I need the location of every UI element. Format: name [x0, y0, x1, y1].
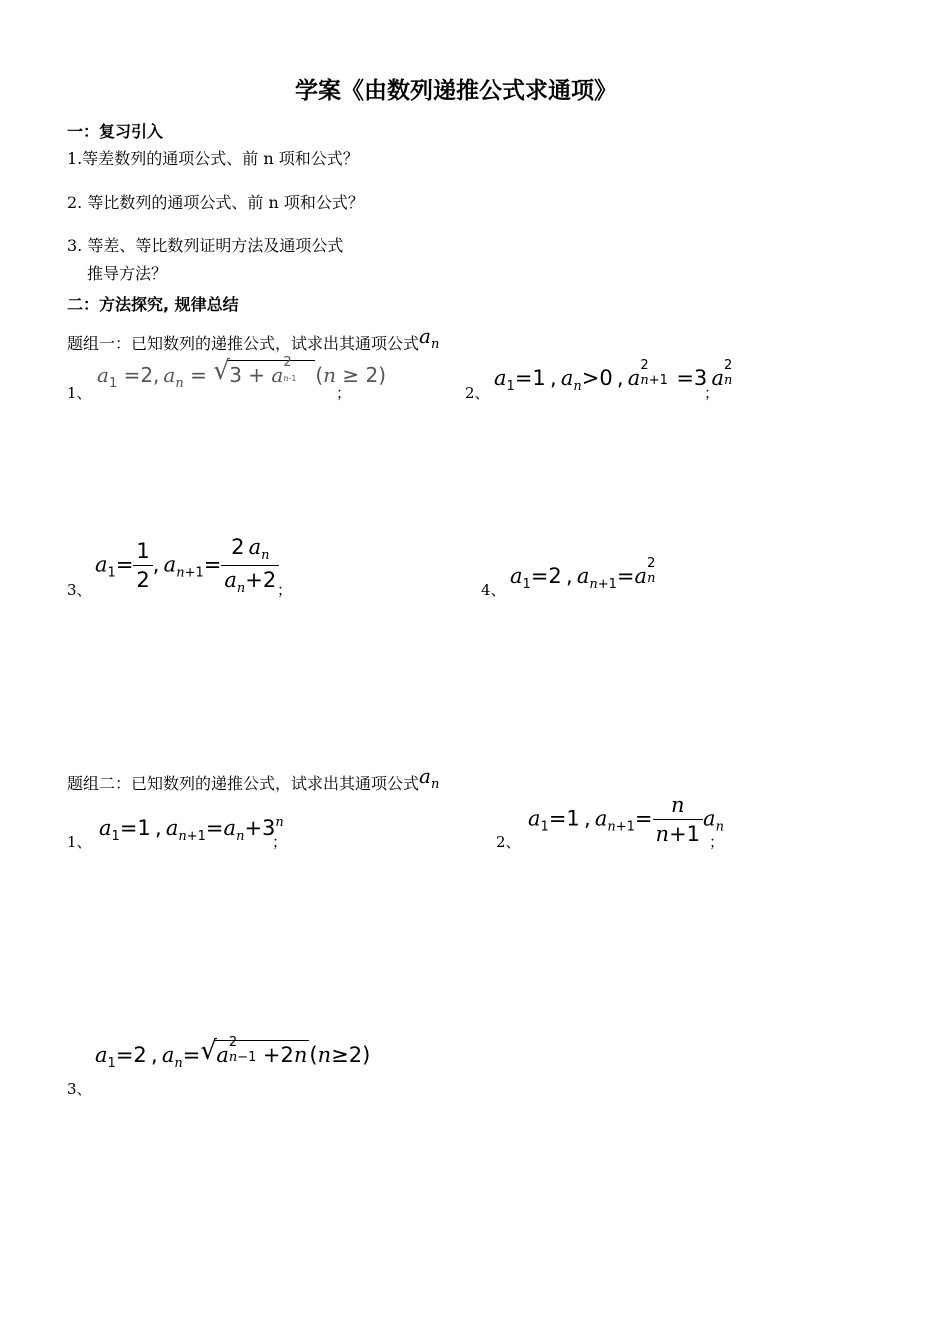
group-1-intro	[67, 324, 440, 358]
group-1-intro-text: 题组一：已知数列的递推公式，试求出其通项公式	[67, 334, 420, 353]
group-1-problem-1-number: 1、	[67, 384, 92, 402]
review-question-1: 1.等差数列的通项公式、前 n 项和公式？	[67, 149, 359, 168]
group-1-problem-1-tail: ；	[336, 384, 352, 402]
group-1-problem-3-formula: $a_1=$ $\frac{1}{2}$ , $a_{n+1}=$ $\frac{2 a_n}{a_n+2}$	[95, 535, 279, 596]
group-2-problem-1-tail: ；	[272, 833, 288, 851]
group-2-problem-1-number: 1、	[67, 833, 92, 851]
group-2-problem-3-formula: $a_1=2$ , $a_n=$ √ a 2 n−1 +2n(n≥2)	[95, 1035, 371, 1071]
review-question-2: 2. 等比数列的通项公式、前 n 项和公式？	[67, 193, 364, 212]
group-1-problem-4-formula: $a_1=2$ , $a_{n+1}=a$ 2 n	[510, 556, 656, 592]
group-1-problem-2-number: 2、	[465, 384, 490, 402]
section-1-heading: 一：复习引入	[67, 122, 164, 141]
review-question-3-line-1: 3. 等差、等比数列证明方法及通项公式	[67, 236, 344, 255]
group-2-problem-2-number: 2、	[496, 833, 521, 851]
group-1-an-symbol: $a_n$	[419, 324, 440, 352]
group-2-an-symbol: $a_n$	[419, 764, 440, 792]
group-1-problem-2-formula: $a_1=1$ , $a_n>0$ , a 2 n+1 =3 a 2 n	[494, 358, 733, 394]
section-2-heading: 二：方法探究, 规律总结	[67, 295, 239, 314]
group-2-problem-1-formula: $a_1=1$ , $a_{n+1}=a_n+3^n$	[99, 815, 284, 844]
group-1-problem-3-tail: ；	[277, 581, 293, 599]
page-title: 学案《由数列递推公式求通项》	[295, 78, 617, 104]
group-2-intro	[67, 764, 440, 798]
group-2-intro-text: 题组二：已知数列的递推公式，试求出其通项公式	[67, 774, 420, 793]
group-2-problem-2-tail: ；	[709, 833, 725, 851]
group-2-problem-2-formula: $a_1=1$ , $a_{n+1}=$ $\frac{n}{n+1}$ $a_n$	[528, 793, 724, 846]
group-1-problem-3-number: 3、	[67, 581, 92, 599]
group-1-problem-2-tail: ；	[704, 384, 720, 402]
group-2-problem-3-number: 3、	[67, 1080, 92, 1098]
group-1-problem-4-number: 4、	[481, 581, 506, 599]
group-1-problem-1-formula: $a_1 =2$, $a_n$ = √ 3 + a 2 n-1 (n ≥ 2)	[97, 355, 387, 391]
review-question-3-line-2: 推导方法？	[87, 264, 168, 283]
